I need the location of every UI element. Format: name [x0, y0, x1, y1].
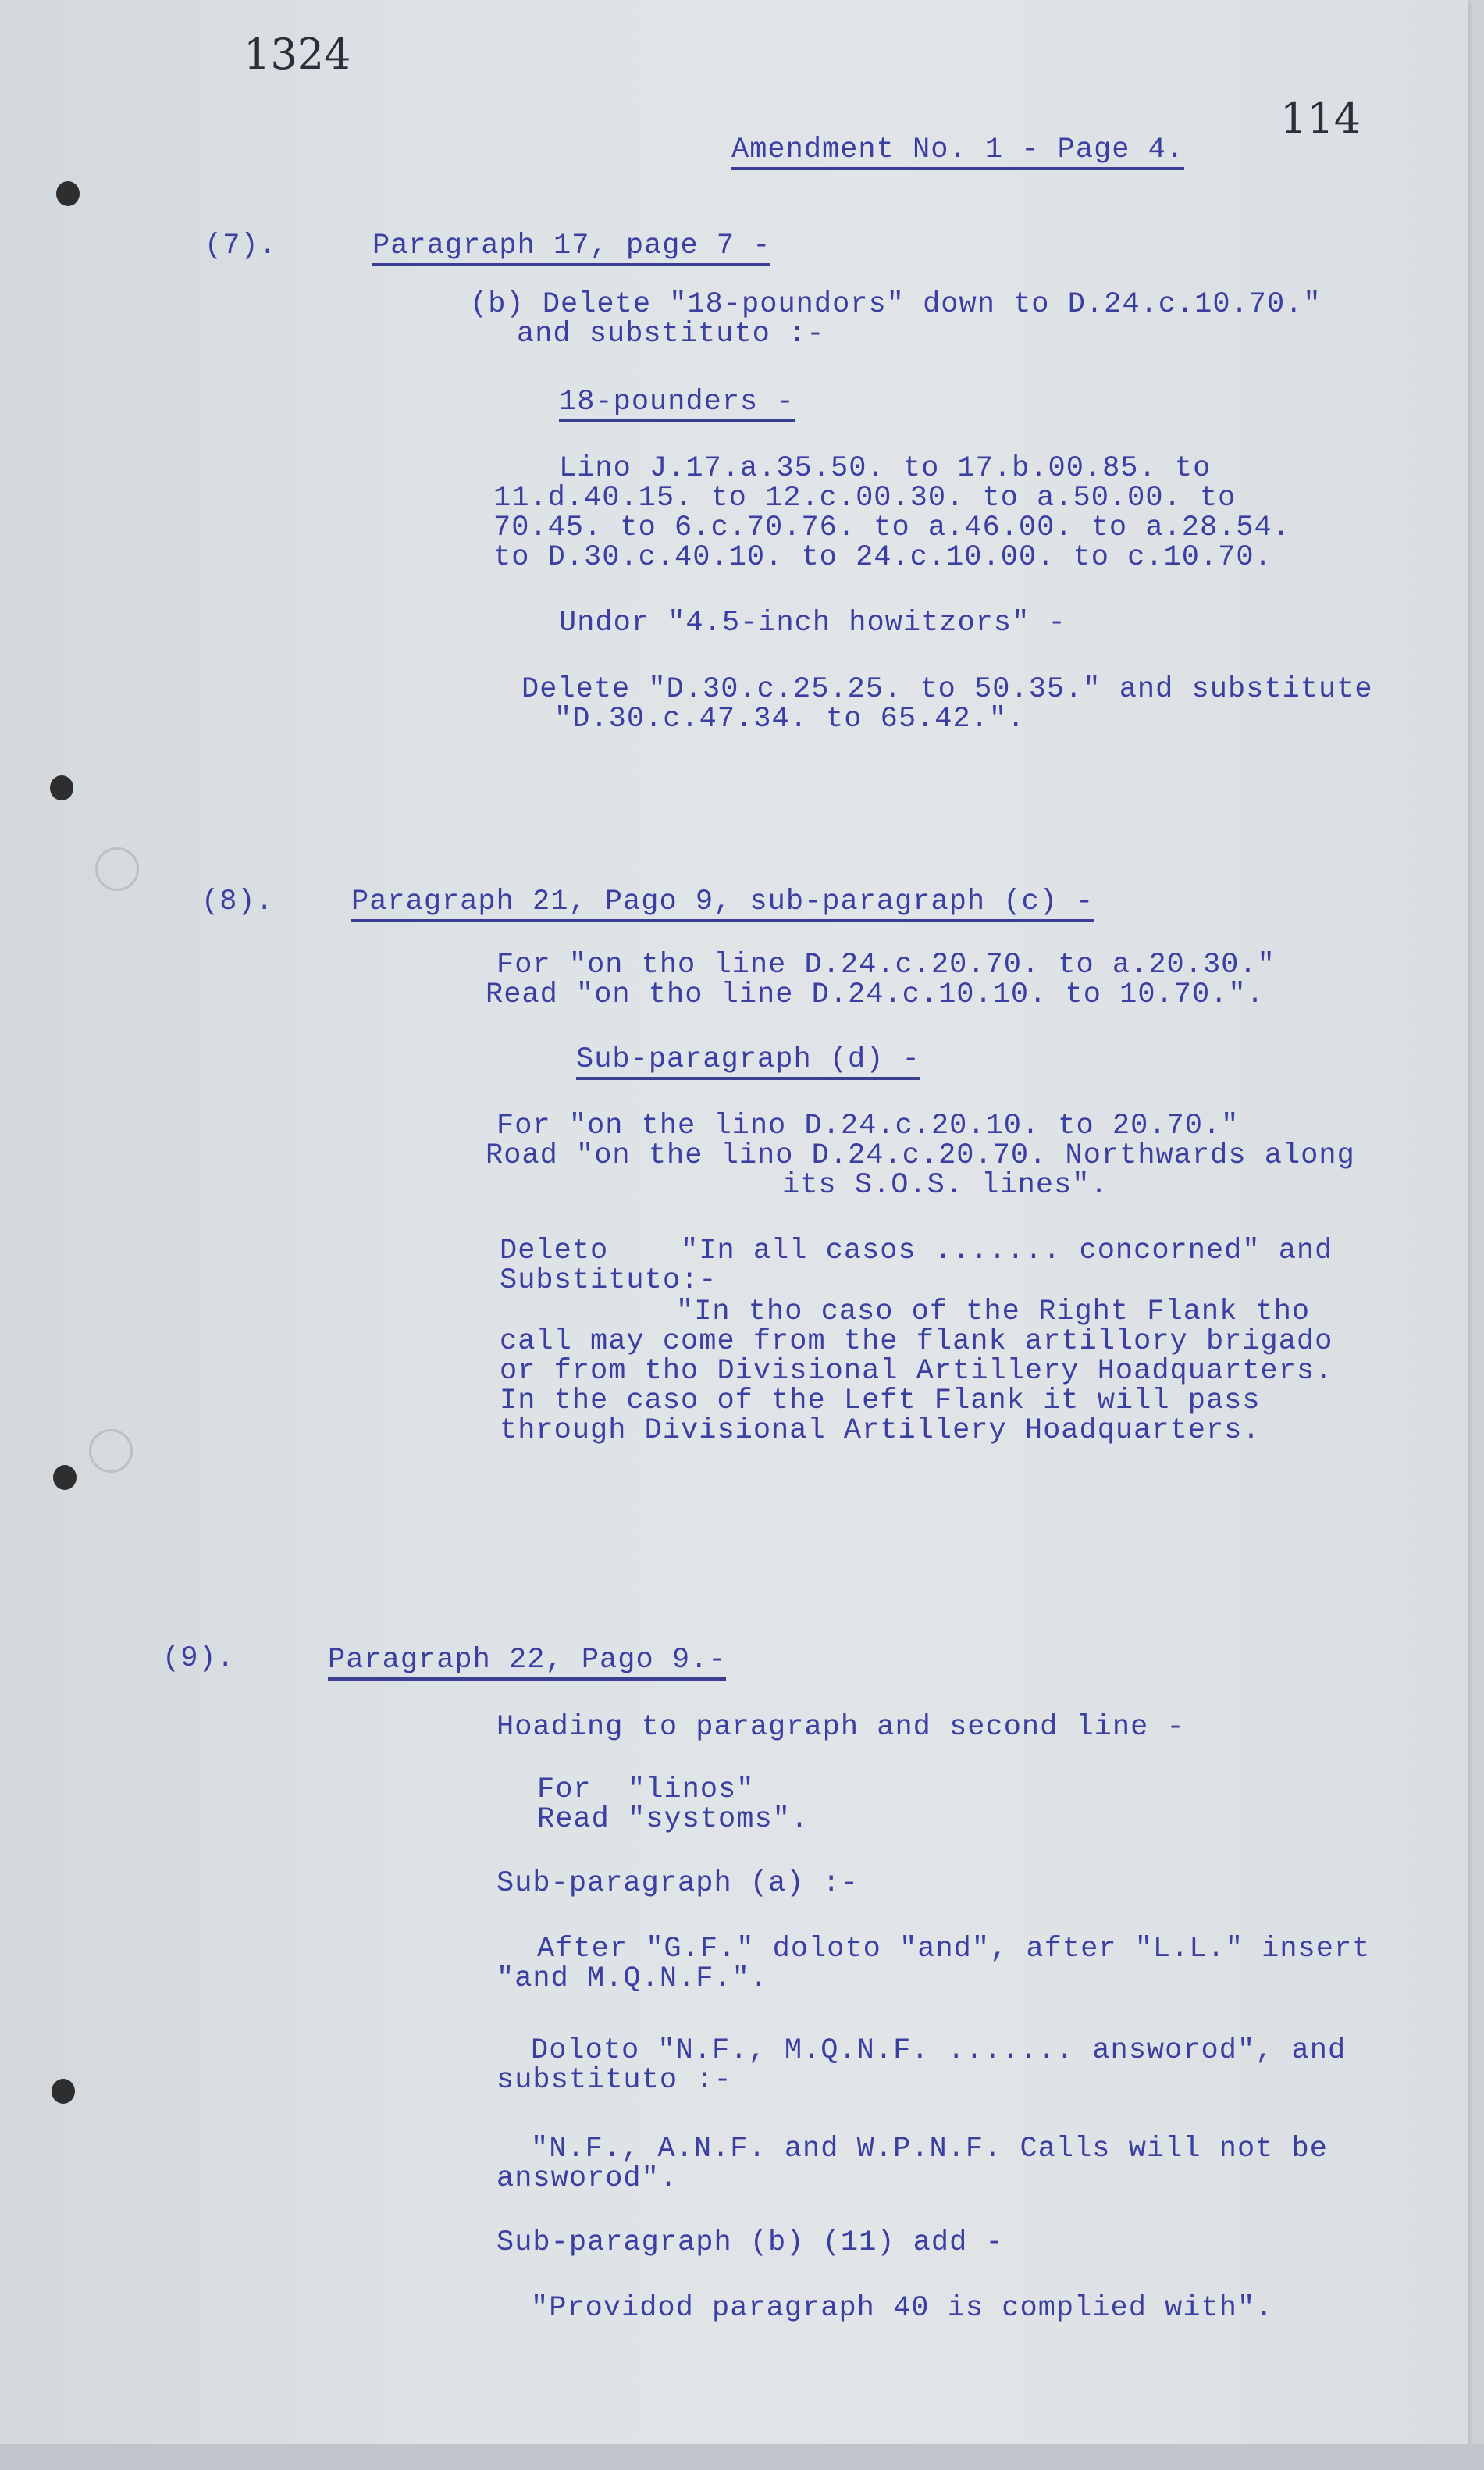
- subheading-sub-paragraph-d: Sub-paragraph (d) -: [576, 1044, 920, 1080]
- body-line: to D.30.c.40.10. to 24.c.10.00. to c.10.70.: [493, 541, 1272, 574]
- page-title: Amendment No. 1 - Page 4.: [731, 134, 1184, 170]
- section-number-7: (7).: [205, 230, 277, 262]
- body-line: "Providod paragraph 40 is complied with".: [531, 2292, 1274, 2325]
- punch-hole: [52, 2079, 75, 2104]
- body-line: Doloto "N.F., M.Q.N.F. ....... answorod", and: [531, 2034, 1347, 2067]
- section-heading-8: Paragraph 21, Pago 9, sub-paragraph (c) -: [351, 886, 1094, 922]
- body-line: 70.45. to 6.c.70.76. to a.46.00. to a.28.54.: [493, 511, 1290, 544]
- body-line: Sub-paragraph (a) :-: [496, 1867, 859, 1900]
- body-line: 11.d.40.15. to 12.c.00.30. to a.50.00. to: [493, 482, 1237, 515]
- punch-hole: [56, 181, 80, 206]
- amendment-line: and substituto :-: [517, 318, 825, 351]
- body-line: Sub-paragraph (b) (11) add -: [496, 2226, 1004, 2259]
- body-line: For "on tho line D.24.c.20.70. to a.20.30.": [496, 949, 1276, 982]
- body-line: Read "systoms".: [537, 1803, 810, 1836]
- section-number-8: (8).: [201, 886, 274, 918]
- body-line: For "on the lino D.24.c.20.10. to 20.70.": [496, 1110, 1240, 1142]
- hole-reinforcement-ring: [95, 847, 139, 891]
- body-line: Read "on tho line D.24.c.10.10. to 10.70.".: [486, 978, 1265, 1011]
- body-line: In the caso of the Left Flank it will pass: [500, 1385, 1261, 1417]
- page-bottom-edge: [0, 2444, 1484, 2470]
- folio-number-left: 1324: [244, 30, 351, 79]
- body-line: After "G.F." doloto "and", after "L.L." insert: [537, 1933, 1371, 1966]
- body-line: answorod".: [496, 2162, 678, 2195]
- body-line: Lino J.17.a.35.50. to 17.b.00.85. to: [559, 452, 1212, 485]
- body-line: Undor "4.5-inch howitzors" -: [559, 607, 1066, 640]
- subheading-18-pounders: 18-pounders -: [559, 387, 795, 422]
- section-heading-9: Paragraph 22, Pago 9.-: [328, 1645, 726, 1681]
- folio-number-right: 114: [1280, 94, 1361, 143]
- body-line: Hoading to paragraph and second line -: [496, 1711, 1185, 1744]
- body-line: Deleto "In all casos ....... concorned" and: [500, 1235, 1333, 1267]
- body-line: "D.30.c.47.34. to 65.42.".: [554, 703, 1026, 736]
- hole-reinforcement-ring: [89, 1429, 133, 1473]
- body-line: or from tho Divisional Artillery Hoadquarters.: [500, 1355, 1333, 1388]
- section-number-9: (9).: [162, 1642, 235, 1675]
- body-line: "N.F., A.N.F. and W.P.N.F. Calls will not be: [531, 2133, 1328, 2165]
- body-line: Road "on the lino D.24.c.20.70. Northwards along: [486, 1139, 1355, 1172]
- amendment-line: (b) Delete "18-poundors" down to D.24.c.10.70.": [470, 288, 1322, 321]
- body-line: through Divisional Artillery Hoadquarters.: [500, 1414, 1261, 1447]
- body-line: "In tho caso of the Right Flank tho: [676, 1296, 1311, 1328]
- body-line: "and M.Q.N.F.".: [496, 1962, 769, 1995]
- body-line: Substituto:-: [500, 1264, 717, 1297]
- body-line: call may come from the flank artillory brigado: [500, 1325, 1333, 1358]
- body-line: Delete "D.30.c.25.25. to 50.35." and substitute: [521, 673, 1373, 706]
- body-line: substituto :-: [496, 2064, 732, 2097]
- body-line: its S.O.S. lines".: [782, 1169, 1109, 1202]
- body-line: For "linos": [537, 1773, 755, 1806]
- punch-hole: [50, 775, 73, 800]
- section-heading-7: Paragraph 17, page 7 -: [372, 230, 770, 266]
- punch-hole: [53, 1465, 77, 1490]
